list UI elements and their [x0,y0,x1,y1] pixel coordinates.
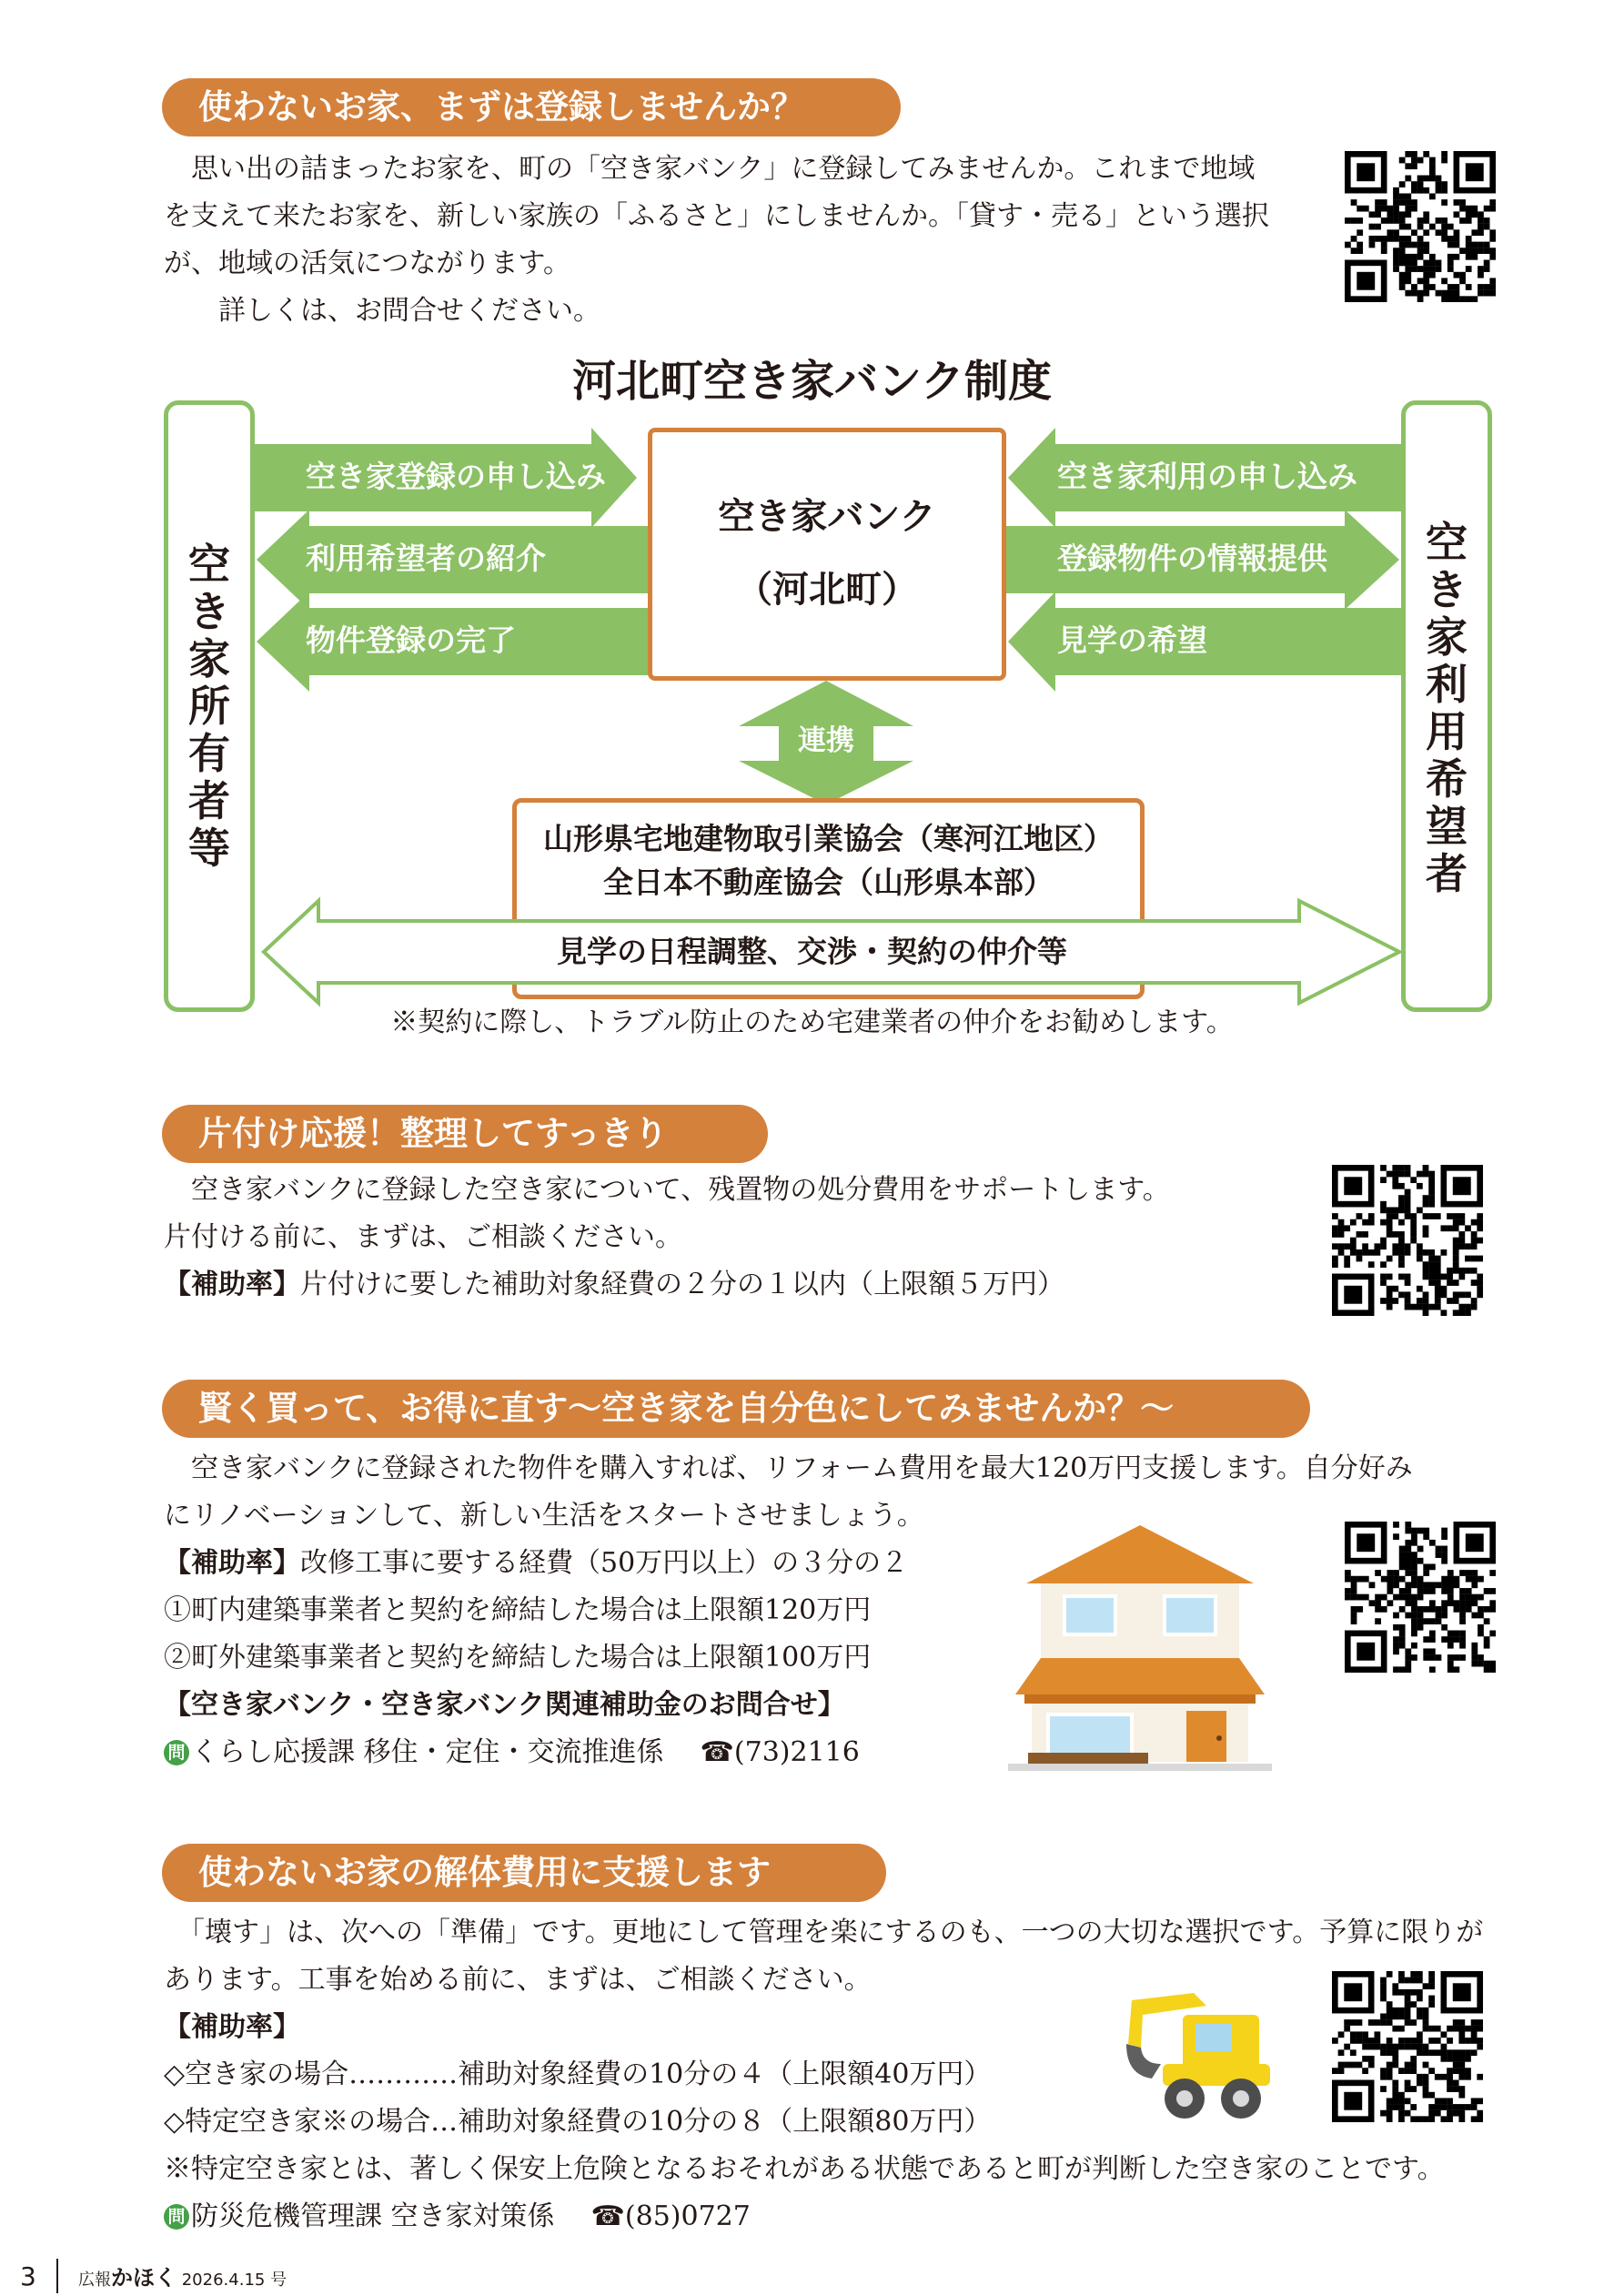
arrow-label-user-intro: 利用希望者の紹介 [306,541,546,576]
arrow-label-user-apply: 空き家利用の申し込み [1057,459,1357,494]
section3-rate-text: 改修工事に要する経費（50万円以上）の３分の２ [300,1547,909,1579]
section3-contact-phone: (73)2116 [733,1736,860,1768]
inquiry-badge-icon: 問 [164,2204,189,2230]
section1-line-1: 思い出の詰まったお家を、町の「空き家バンク」に登録してみませんか。これまで地域 [164,153,1256,185]
section3-item-1: ①町内建築事業者と契約を締結した場合は上限額120万円 [164,1594,872,1626]
section4-item-1: ◇空き家の場合…………補助対象経費の10分の４（上限額40万円） [164,2058,992,2090]
bottom-arrow-overlay [0,0,1624,1037]
section3-line-2: にリノベーションして、新しい生活をスタートさせましょう。 [164,1500,924,1532]
section4-line-1: 「壊す」は、次への「準備」です。更地にして管理を楽にするのも、一つの大切な選択です。予算に限りが [164,1917,1484,1948]
section3-contact [164,1729,860,1776]
section3-contact-dept: くらし応援課 移住・定住・交流推進係 [191,1736,664,1768]
section3-item-2: ②町外建築事業者と契約を締結した場合は上限額100万円 [164,1642,872,1674]
arrow-label-visit-request: 見学の希望 [1057,622,1207,658]
akiya-bank-town: （河北町） [736,569,918,611]
section4-heading: 使わないお家の解体費用に支援します [162,1844,886,1902]
arrow-label-owner-apply: 空き家登録の申し込み [306,459,606,494]
section3-rate [164,1540,908,1587]
diagram-note: ※契約に際し、トラブル防止のため宅建業者の仲介をお勧めします。 [390,1006,1234,1038]
qr-code-katazuke[interactable] [1332,1165,1483,1316]
assoc-line-1: 山形県宅地建物取引業協会（寒河江地区） [543,821,1114,856]
section2-heading: 片付け応援！整理してすっきり [162,1105,768,1163]
diagram-title: 河北町空き家バンク制度 [571,356,1053,407]
section2-rate-label: 【補助率】 [164,1269,300,1300]
renkei-label: 連携 [798,724,854,757]
section1-line-2: を支えて来たお家を、新しい家族の「ふるさと」にしませんか。「貸す・売る」という選択 [164,200,1269,232]
section4-line-2: あります。工事を始める前に、まずは、ご相談ください。 [164,1964,872,1996]
inquiry-badge-icon: 問 [164,1740,189,1765]
section4-contact-dept: 防災危機管理課 空き家対策係 [191,2200,555,2232]
publication-name: かほく [111,2265,177,2291]
qr-code-demolition[interactable] [1332,1971,1483,2122]
section1-heading: 使わないお家、まずは登録しませんか？ [162,78,901,137]
arrow-label-register-complete: 物件登録の完了 [306,622,516,658]
section2-line-1: 空き家バンクに登録した空き家について、残置物の処分費用をサポートします。 [164,1174,1170,1206]
section4-item-2: ◇特定空き家※の場合…補助対象経費の10分の８（上限額80万円） [164,2106,992,2138]
akiya-bank-title: 空き家バンク [718,496,936,538]
section4-rate-label: 【補助率】 [164,2011,300,2043]
section3-heading: 賢く買って、お得に直す～空き家を自分色にしてみませんか？～ [162,1380,1310,1438]
section1-line-4: 詳しくは、お問合せください。 [164,295,600,327]
section4-contact-phone: (85)0727 [624,2200,751,2232]
excavator-illustration [1125,1988,1274,2122]
house-illustration [1008,1518,1272,1771]
section3-contact-heading: 【空き家バンク・空き家バンク関連補助金のお問合せ】 [164,1689,845,1721]
qr-code-reform[interactable] [1345,1522,1496,1673]
owner-label: 空き家所有者等 [188,540,230,873]
user-label: 空き家利用希望者 [1426,518,1468,898]
section3-line-1: 空き家バンクに登録された物件を購入すれば、リフォーム費用を最大120万円支援します。自分好み [164,1452,1413,1484]
assoc-line-2: 全日本不動産協会（山形県本部） [603,865,1054,900]
phone-icon: ☎ [590,2200,625,2232]
section1-line-3: が、地域の活気につながります。 [164,248,570,279]
section2-rate-text: 片付けに要した補助対象経費の２分の１以内（上限額５万円） [300,1269,1064,1300]
section4-contact [164,2193,751,2240]
page-number: 3 [20,2261,36,2291]
section3-rate-label: 【補助率】 [164,1547,300,1579]
issue-date: 2026.4.15 号 [181,2271,287,2290]
footer-divider [56,2259,58,2293]
section2-rate [164,1261,1064,1309]
section4-note: ※特定空き家とは、著しく保安上危険となるおそれがある状態であると町が判断した空き家のことです。 [164,2153,1445,2185]
phone-icon: ☎ [700,1736,734,1768]
arrow-label-property-info: 登録物件の情報提供 [1057,541,1327,576]
publication-prefix: 広報 [78,2271,111,2290]
bottom-arrow-label: 見学の日程調整、交渉・契約の仲介等 [557,934,1067,969]
publication-info [78,2266,287,2292]
section2-line-2: 片付ける前に、まずは、ご相談ください。 [164,1221,682,1253]
